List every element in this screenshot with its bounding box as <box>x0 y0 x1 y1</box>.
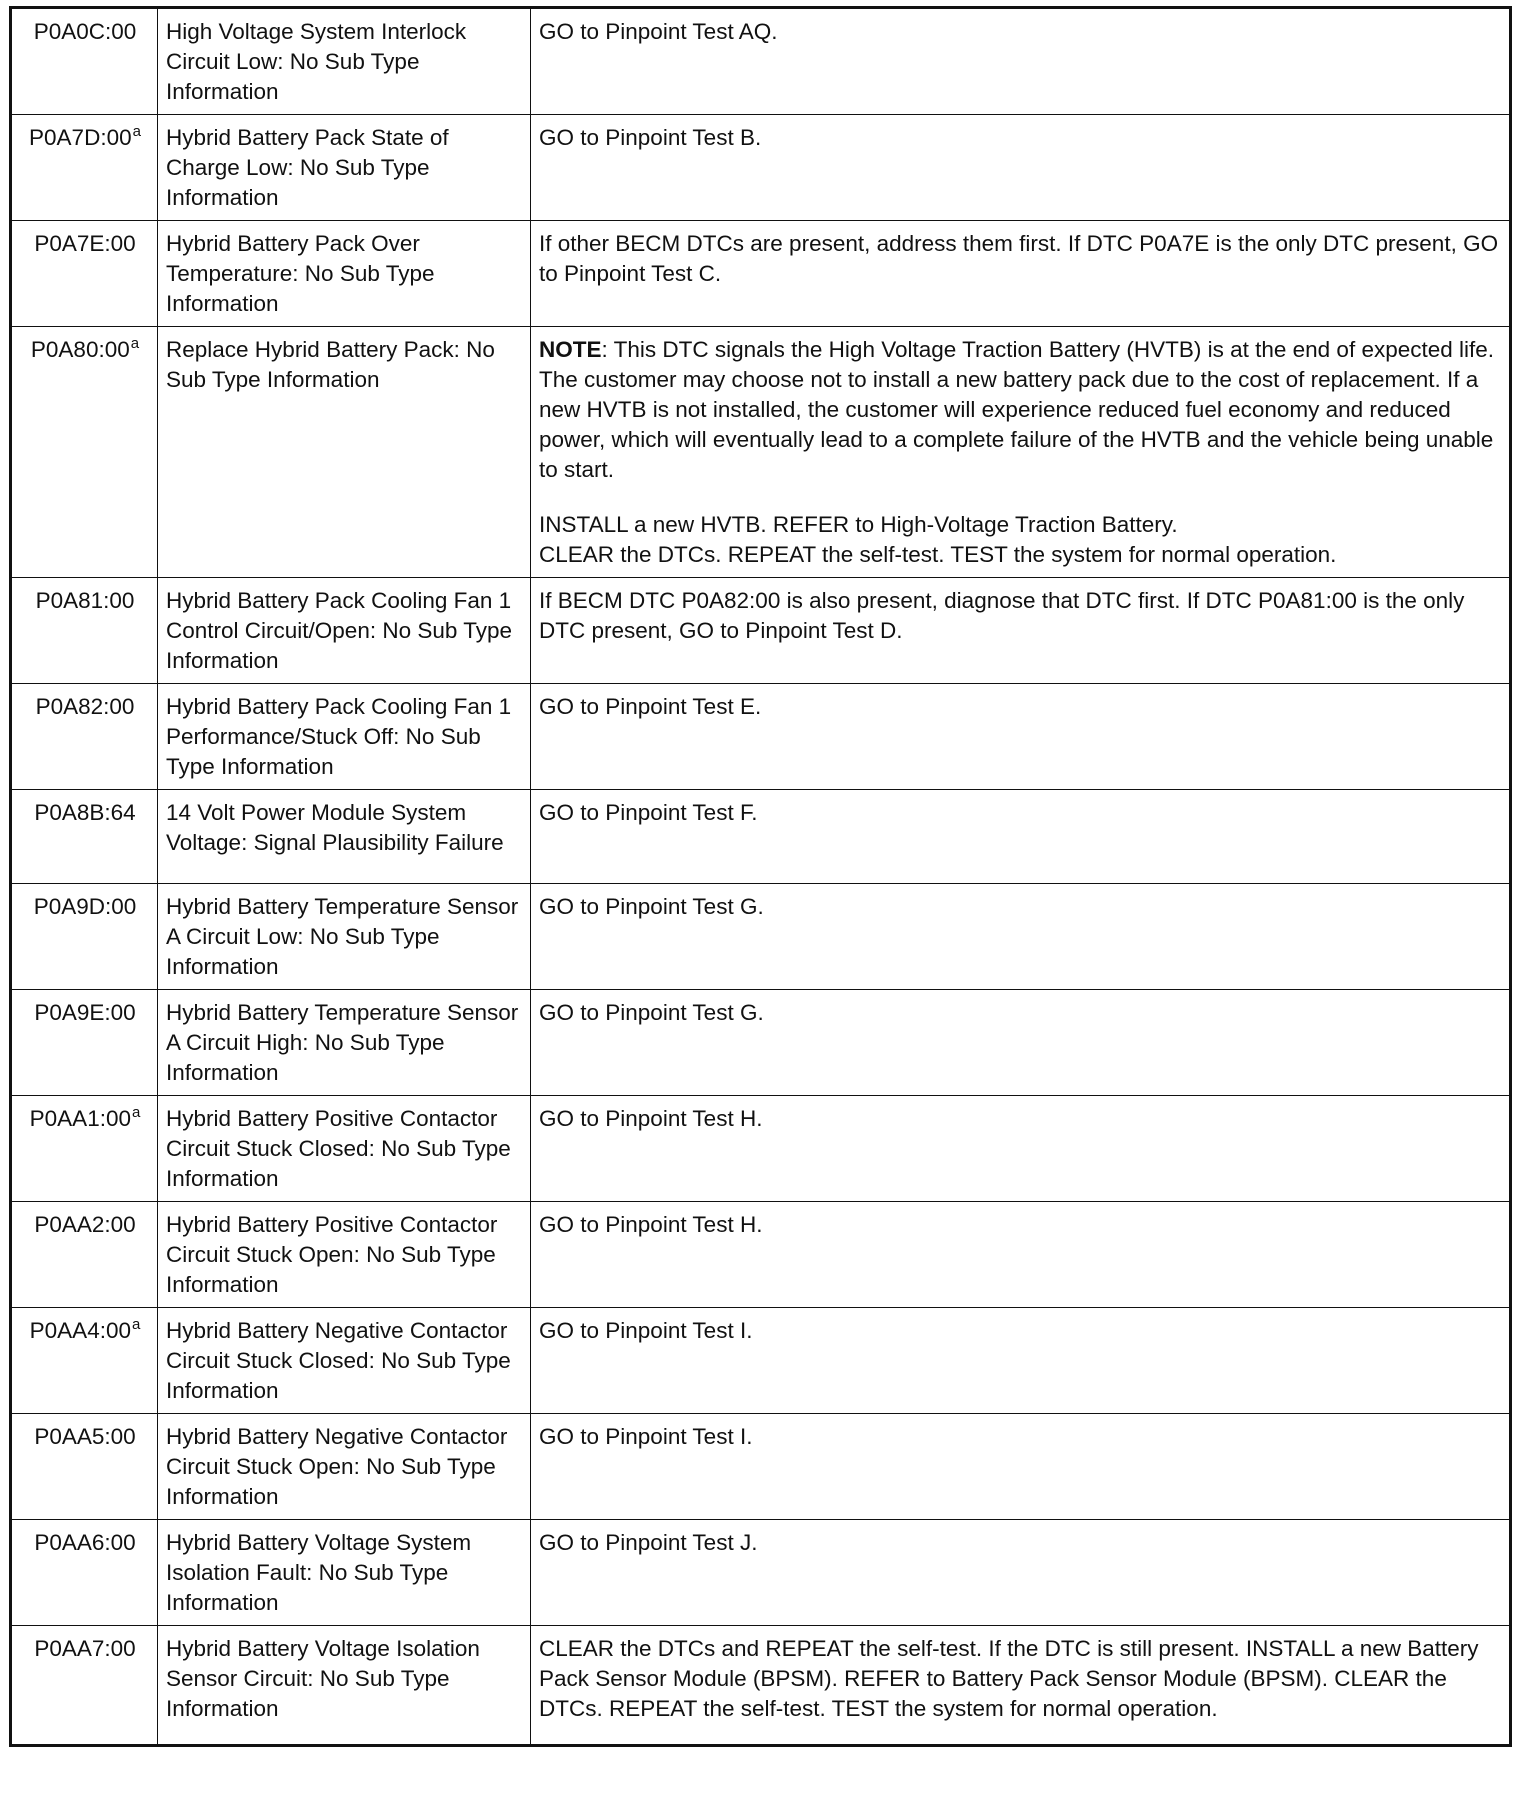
table-row <box>11 790 1511 884</box>
dtc-action: GO to Pinpoint Test AQ. <box>531 8 1511 115</box>
dtc-description: Hybrid Battery Voltage System Isolation Fault: No Sub Type Information <box>158 1520 531 1626</box>
dtc-code: P0A82:00 <box>11 684 158 790</box>
dtc-action: If other BECM DTCs are present, address them first. If DTC P0A7E is the only DTC present, GO to Pinpoint Test C. <box>531 221 1511 327</box>
dtc-description: Hybrid Battery Negative Contactor Circuit Stuck Open: No Sub Type Information <box>158 1414 531 1520</box>
dtc-action: GO to Pinpoint Test E. <box>531 684 1511 790</box>
dtc-description: High Voltage System Interlock Circuit Low: No Sub Type Information <box>158 8 531 115</box>
dtc-code: P0A7E:00 <box>11 221 158 327</box>
dtc-code: P0A81:00 <box>11 578 158 684</box>
dtc-description: Hybrid Battery Positive Contactor Circuit Stuck Closed: No Sub Type Information <box>158 1096 531 1202</box>
table-row <box>11 578 1511 684</box>
table-row <box>11 327 1511 578</box>
table-row <box>11 1308 1511 1414</box>
dtc-action: GO to Pinpoint Test H. <box>531 1096 1511 1202</box>
dtc-description: Hybrid Battery Pack Cooling Fan 1 Performance/Stuck Off: No Sub Type Information <box>158 684 531 790</box>
action-paragraph <box>539 510 1502 570</box>
dtc-action: GO to Pinpoint Test B. <box>531 115 1511 221</box>
table-row <box>11 1414 1511 1520</box>
dtc-description: Hybrid Battery Pack Over Temperature: No Sub Type Information <box>158 221 531 327</box>
table-row <box>11 1520 1511 1626</box>
dtc-code: P0A7D:00$^a$ <box>11 115 158 221</box>
dtc-action: GO to Pinpoint Test G. <box>531 990 1511 1096</box>
dtc-action: CLEAR the DTCs and REPEAT the self-test. If the DTC is still present. INSTALL a new Battery Pack Sensor Module (BPSM). REFER to Battery Pack Sensor Module (BPSM). CLEAR the DTCs. REPEAT the self-test. TEST the system for normal operation. <box>531 1626 1511 1746</box>
footnote-marker: a <box>132 123 141 140</box>
dtc-action: GO to Pinpoint Test H. <box>531 1202 1511 1308</box>
table-row <box>11 1096 1511 1202</box>
dtc-code: P0A8B:64 <box>11 790 158 884</box>
dtc-description: 14 Volt Power Module System Voltage: Signal Plausibility Failure <box>158 790 531 884</box>
table-row <box>11 684 1511 790</box>
dtc-table <box>9 6 1512 1747</box>
dtc-description: Hybrid Battery Pack Cooling Fan 1 Control Circuit/Open: No Sub Type Information <box>158 578 531 684</box>
dtc-description: Hybrid Battery Voltage Isolation Sensor Circuit: No Sub Type Information <box>158 1626 531 1746</box>
note-paragraph <box>539 335 1502 485</box>
table-row <box>11 1626 1511 1746</box>
footnote-marker: a <box>130 335 140 352</box>
dtc-action <box>531 327 1511 578</box>
action-line: INSTALL a new HVTB. REFER to High-Voltage Traction Battery. <box>539 512 1178 537</box>
table-row <box>11 221 1511 327</box>
dtc-code: P0A80:00$^a$ <box>11 327 158 578</box>
dtc-code: P0AA2:00 <box>11 1202 158 1308</box>
dtc-description: Hybrid Battery Positive Contactor Circuit Stuck Open: No Sub Type Information <box>158 1202 531 1308</box>
table-row <box>11 990 1511 1096</box>
dtc-code: P0AA6:00 <box>11 1520 158 1626</box>
dtc-code: P0A9E:00 <box>11 990 158 1096</box>
table-row <box>11 115 1511 221</box>
dtc-action: GO to Pinpoint Test F. <box>531 790 1511 884</box>
dtc-action: GO to Pinpoint Test I. <box>531 1308 1511 1414</box>
table-row <box>11 884 1511 990</box>
dtc-action: GO to Pinpoint Test G. <box>531 884 1511 990</box>
table-row <box>11 8 1511 115</box>
dtc-description: Hybrid Battery Negative Contactor Circuit Stuck Closed: No Sub Type Information <box>158 1308 531 1414</box>
action-line: CLEAR the DTCs. REPEAT the self-test. TEST the system for normal operation. <box>539 542 1337 567</box>
dtc-code: P0A0C:00 <box>11 8 158 115</box>
dtc-code: P0AA4:00$^a$ <box>11 1308 158 1414</box>
dtc-code: P0AA7:00 <box>11 1626 158 1746</box>
footnote-marker: a <box>131 1104 141 1121</box>
dtc-action: GO to Pinpoint Test J. <box>531 1520 1511 1626</box>
dtc-code: P0A9D:00 <box>11 884 158 990</box>
dtc-description: Hybrid Battery Temperature Sensor A Circuit Low: No Sub Type Information <box>158 884 531 990</box>
footnote-marker: a <box>131 1316 141 1333</box>
note-text: : This DTC signals the High Voltage Traction Battery (HVTB) is at the end of expected life. The customer may choose not to install a new battery pack due to the cost of replacement. If a new HVTB is not installed, the customer will experience reduced fuel economy and reduced power, which will eventually lead to a complete failure of the HVTB and the vehicle being unable to start. <box>539 337 1495 482</box>
note-label: NOTE <box>539 337 602 362</box>
dtc-description: Hybrid Battery Temperature Sensor A Circuit High: No Sub Type Information <box>158 990 531 1096</box>
table-row <box>11 1202 1511 1308</box>
dtc-description: Replace Hybrid Battery Pack: No Sub Type Information <box>158 327 531 578</box>
dtc-code: P0AA5:00 <box>11 1414 158 1520</box>
dtc-action: GO to Pinpoint Test I. <box>531 1414 1511 1520</box>
dtc-code: P0AA1:00$^a$ <box>11 1096 158 1202</box>
dtc-action: If BECM DTC P0A82:00 is also present, diagnose that DTC first. If DTC P0A81:00 is the only DTC present, GO to Pinpoint Test D. <box>531 578 1511 684</box>
dtc-description: Hybrid Battery Pack State of Charge Low: No Sub Type Information <box>158 115 531 221</box>
